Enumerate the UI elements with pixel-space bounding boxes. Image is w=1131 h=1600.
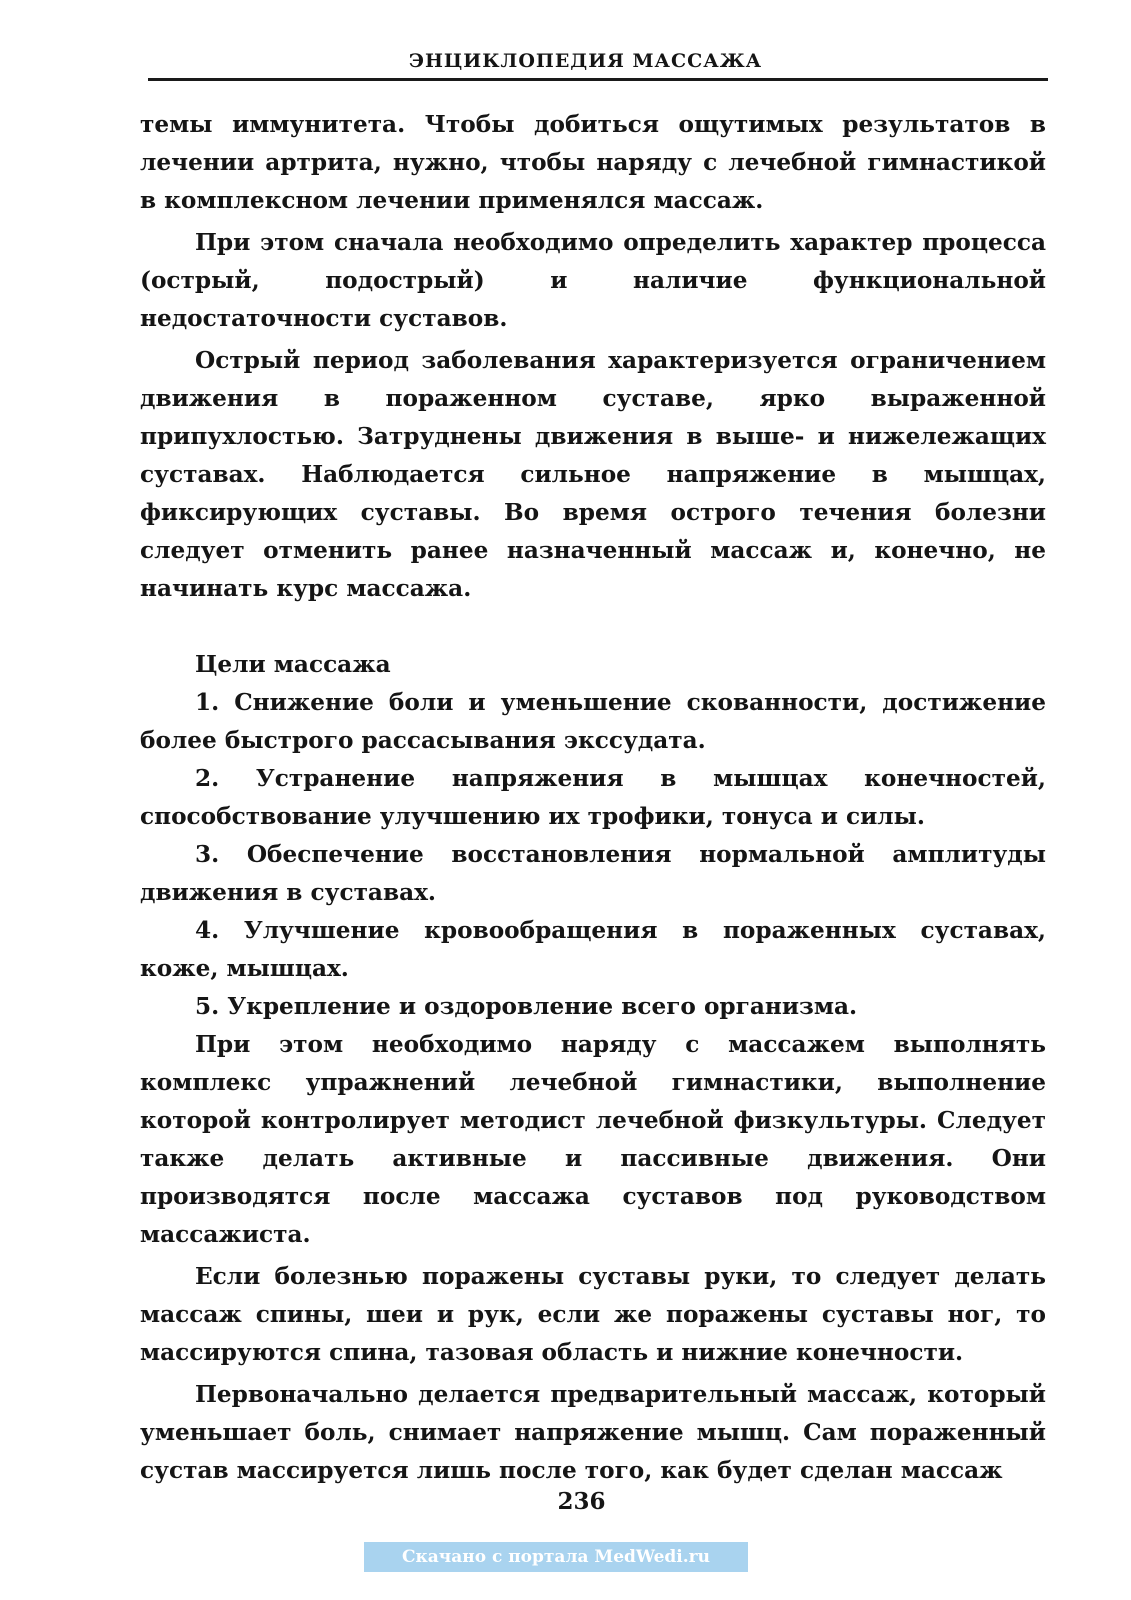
header-rule	[148, 78, 1048, 81]
download-watermark: Скачано с портала MedWedi.ru	[364, 1542, 748, 1572]
goal-item-4: 4. Улучшение кровообращения в пораженных суставах, коже, мышцах.	[140, 917, 1046, 982]
paragraph-5: Если болезнью поражены суставы руки, то следует делать массаж спины, шеи и рук, если же поражены суставы ног, то массируются спина, тазовая область и нижние конечности.	[140, 1263, 1046, 1366]
paragraph-6: Первоначально делается предварительный массаж, который уменьшает боль, снимает напряжение мышц. Сам пораженный сустав массируется лишь после того, как будет сделан массаж	[140, 1381, 1046, 1484]
goal-item-5: 5. Укрепление и оздоровление всего организма.	[195, 993, 858, 1020]
paragraph-3: Острый период заболевания характеризуется ограничением движения в пораженном суставе, ярко выраженной припухлостью. Затруднены движения в выше- и нижележащих суставах. Наблюдается сильное напряжение в мышцах, фиксирующих суставы. Во время острого течения болезни следует отменить ранее назначенный массаж и, конечно, не начинать курс массажа.	[140, 347, 1046, 602]
paragraph-4: При этом необходимо наряду с массажем выполнять комплекс упражнений лечебной гимнастики, выполнение которой контролирует методист лечебной физкультуры. Следует также делать активные и пассивные движения. Они производятся после массажа суставов под руководством массажиста.	[140, 1031, 1046, 1248]
page-body	[140, 106, 1046, 1490]
goal-item-2: 2. Устранение напряжения в мышцах конечностей, способствование улучшению их трофики, тонуса и силы.	[140, 765, 1046, 830]
running-head: ЭНЦИКЛОПЕДИЯ МАССАЖА	[408, 50, 763, 72]
section-heading: Цели массажа	[195, 651, 391, 678]
goal-item-3: 3. Обеспечение восстановления нормальной амплитуды движения в суставах.	[140, 841, 1046, 906]
paragraph-1: темы иммунитета. Чтобы добиться ощутимых результатов в лечении артрита, нужно, чтобы наряду с лечебной гимнастикой в комплексном лечении применялся массаж.	[140, 111, 1046, 214]
goal-item-1: 1. Снижение боли и уменьшение скованности, достижение более быстрого рассасывания экссудата.	[140, 689, 1046, 754]
paragraph-2: При этом сначала необходимо определить характер процесса (острый, подострый) и наличие функциональной недостаточности суставов.	[140, 229, 1046, 332]
page-number: 236	[557, 1488, 606, 1515]
